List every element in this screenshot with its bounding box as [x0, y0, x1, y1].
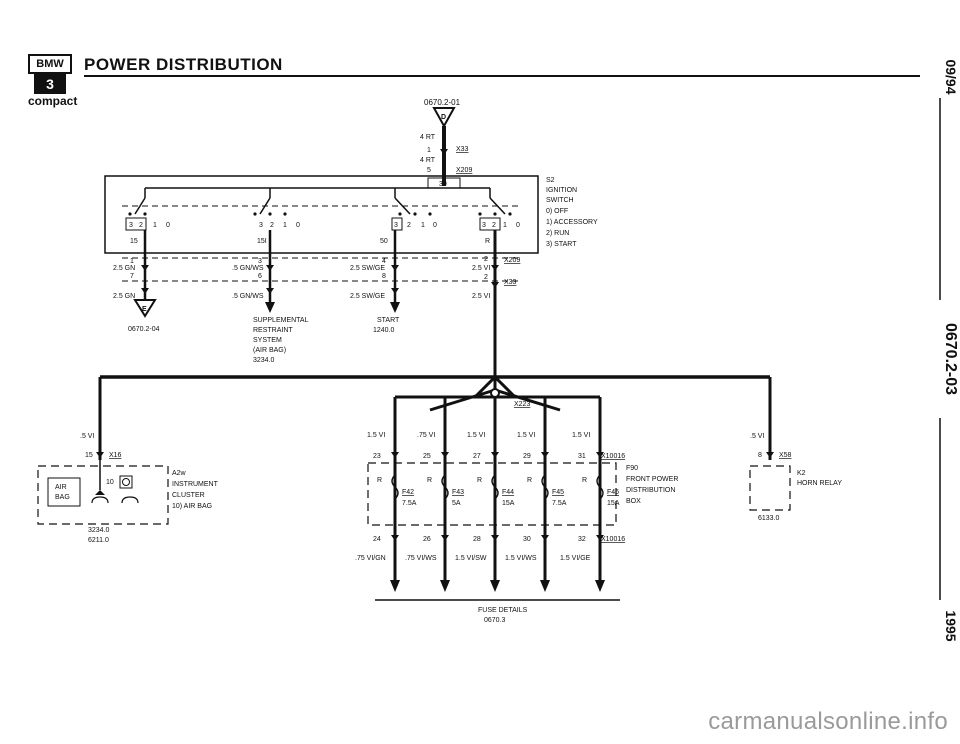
- svg-text:3: 3: [129, 222, 133, 229]
- fuse-r-label-1: R: [377, 477, 383, 484]
- fuse-out-terminal-2: [440, 580, 450, 592]
- splice-leg-3: [430, 390, 495, 410]
- terminal-50-label: 50: [380, 238, 388, 245]
- airbag-inner-pin: 10: [106, 479, 114, 486]
- fuse-rating-5: 15A: [607, 500, 620, 507]
- srs-label: [253, 317, 309, 364]
- fuse-in-pin-4: 29: [523, 453, 531, 460]
- horn-conn: X58: [779, 452, 792, 459]
- top-feed-pin-2: 5: [427, 167, 431, 174]
- fuse-in-pin-5: 31: [578, 453, 586, 460]
- wire-15-gauge-2: 2.5 GN: [113, 293, 136, 300]
- wire-15i-gauge: .5 GN/WS: [232, 265, 264, 272]
- fuse-details-label: FUSE DETAILS: [478, 607, 528, 614]
- wire-r-arrow-2: [491, 282, 499, 288]
- svg-text:3: 3: [394, 222, 398, 229]
- fuse-rating-2: 5A: [452, 500, 461, 507]
- fuse-in-arrow-4: [541, 452, 549, 458]
- model-label: compact: [28, 94, 78, 108]
- fuse-out-pin-2: 26: [423, 536, 431, 543]
- wire-15-pin: 1: [130, 258, 134, 265]
- fuse-out-gauge-2: .75 VI/WS: [405, 555, 437, 562]
- fuse-in-gauge-2: .75 VI: [417, 432, 436, 439]
- wire-50-pin-2: 8: [382, 273, 386, 280]
- wire-50-arrow-2: [391, 288, 399, 294]
- fuse-in-pin-1: 23: [373, 453, 381, 460]
- svg-text:A2w: A2w: [172, 470, 186, 477]
- ign-legend-line-3: SWITCH: [546, 197, 574, 204]
- fuse-out-gauge-4: 1.5 VI/WS: [505, 555, 537, 562]
- fuse-id-3: F44: [502, 489, 515, 496]
- svg-text:DISTRIBUTION: DISTRIBUTION: [626, 487, 676, 494]
- fuse-in-gauge-5: 1.5 VI: [572, 432, 591, 439]
- svg-text:3234.0: 3234.0: [253, 357, 275, 364]
- fuse-in-pin-2: 25: [423, 453, 431, 460]
- airbag-lamp-label-1: AIR: [55, 484, 67, 491]
- wire-15-gauge: 2.5 GN: [113, 265, 136, 272]
- conn-x33-label: X33: [504, 279, 517, 286]
- wire-50-gauge-2: 2.5 SW/GE: [350, 293, 386, 300]
- fuse-out-gauge-1: .75 VI/GN: [355, 555, 386, 562]
- wire-15i-arrow: [266, 265, 274, 271]
- wire-r-gauge-2: 2.5 VI: [472, 293, 491, 300]
- svg-text:INSTRUMENT: INSTRUMENT: [172, 481, 218, 488]
- svg-text:BOX: BOX: [626, 498, 641, 505]
- fuse-out-gauge-3: 1.5 VI/SW: [455, 555, 487, 562]
- ign-legend-line-1: S2: [546, 177, 555, 184]
- fuse-out-arrow-3: [491, 535, 499, 541]
- horn-relay-box: [750, 466, 790, 510]
- svg-text:SYSTEM: SYSTEM: [253, 337, 282, 344]
- wire-15-pin-2: 7: [130, 273, 134, 280]
- wire-15i-pin-2: 6: [258, 273, 262, 280]
- airbag-conn-arrow: [96, 452, 104, 458]
- horn-gauge: .5 VI: [750, 433, 765, 440]
- fuse-out-pin-1: 24: [373, 536, 381, 543]
- top-feed-connector-arrow-1: [440, 149, 448, 155]
- ign-legend-line-7: 3) START: [546, 241, 577, 248]
- wire-15i-pin: 3: [258, 258, 262, 265]
- start-label-1: START: [377, 317, 400, 324]
- logo-bmw-text: BMW: [28, 54, 72, 74]
- ign-legend-line-4: 0) OFF: [546, 208, 569, 215]
- svg-text:1: 1: [153, 222, 157, 229]
- fuse-in-gauge-4: 1.5 VI: [517, 432, 536, 439]
- fuse-in-pin-3: 27: [473, 453, 481, 460]
- instrument-cluster-legend: [172, 470, 219, 510]
- terminal-30-label: 30: [439, 181, 447, 188]
- fuse-rating-3: 15A: [502, 500, 515, 507]
- horn-label-2: HORN RELAY: [797, 480, 842, 487]
- svg-text:0: 0: [166, 222, 170, 229]
- wire-50-gauge: 2.5 SW/GE: [350, 265, 386, 272]
- airbag-lamp-bulb-2: [122, 497, 138, 503]
- wire-r-arrow: [491, 265, 499, 271]
- fuse-out-pin-3: 28: [473, 536, 481, 543]
- airbag-lamp-icon: [120, 476, 132, 488]
- wire-15i-arrow-2: [266, 288, 274, 294]
- top-feed-gauge-1: 4 RT: [420, 134, 436, 141]
- fuse-out-terminal-4: [540, 580, 550, 592]
- ref-left-label: 0670.2-04: [128, 326, 160, 333]
- srs-arrow: [265, 302, 275, 313]
- fuse-id-2: F43: [452, 489, 465, 496]
- top-feed-marker: D: [441, 114, 447, 121]
- svg-text:1: 1: [283, 222, 287, 229]
- fuse-in-arrow-1: [391, 452, 399, 458]
- fuse-out-terminal-3: [490, 580, 500, 592]
- wire-15i-gauge-2: .5 GN/WS: [232, 293, 264, 300]
- horn-ref: 6133.0: [758, 515, 780, 522]
- fuse-in-arrow-3: [491, 452, 499, 458]
- svg-text:3: 3: [259, 222, 263, 229]
- wire-r-gauge: 2.5 VI: [472, 265, 491, 272]
- fuse-id-1: F42: [402, 489, 415, 496]
- ref-left-marker: E: [142, 306, 147, 313]
- svg-text:1: 1: [421, 222, 425, 229]
- airbag-ref-2: 6211.0: [88, 537, 109, 544]
- fuse-out-pin-5: 32: [578, 536, 586, 543]
- fuse-box-legend: [626, 465, 678, 505]
- svg-text:3: 3: [482, 222, 486, 229]
- svg-text:10) AIR BAG: 10) AIR BAG: [172, 503, 213, 510]
- fuse-out-terminal-5: [595, 580, 605, 592]
- top-feed-gauge-2: 4 RT: [420, 157, 436, 164]
- airbag-conn: X16: [109, 452, 122, 459]
- svg-text:0: 0: [516, 222, 520, 229]
- svg-text:RESTRAINT: RESTRAINT: [253, 327, 293, 334]
- svg-text:2: 2: [270, 222, 274, 229]
- fuse-id-5: F46: [607, 489, 620, 496]
- fuse-r-label-4: R: [527, 477, 533, 484]
- ign-legend-line-2: IGNITION: [546, 187, 578, 194]
- fuse-r-label-5: R: [582, 477, 588, 484]
- top-feed-connector-1: X33: [456, 146, 469, 153]
- ign-legend-line-6: 2) RUN: [546, 230, 570, 237]
- wire-50-pin: 4: [382, 258, 386, 265]
- svg-text:FRONT POWER: FRONT POWER: [626, 476, 679, 483]
- start-arrow: [390, 302, 400, 313]
- svg-text:0: 0: [296, 222, 300, 229]
- fuse-r-label-2: R: [427, 477, 433, 484]
- airbag-lamp-box: [48, 478, 80, 506]
- airbag-gauge: .5 VI: [80, 433, 95, 440]
- fuse-out-arrow-1: [391, 535, 399, 541]
- top-feed-connector-2: X209: [456, 167, 473, 174]
- svg-text:2: 2: [492, 222, 496, 229]
- airbag-lamp-bulb-1: [92, 497, 108, 503]
- fuse-out-gauge-5: 1.5 VI/GE: [560, 555, 591, 562]
- wire-r-pin-2: 2: [484, 274, 488, 281]
- conn-x209-label: X209: [504, 257, 521, 264]
- horn-pin: 8: [758, 452, 762, 459]
- fuse-rating-1: 7.5A: [402, 500, 417, 507]
- airbag-ref-1: 3234.0: [88, 527, 110, 534]
- wire-15-arrow: [141, 265, 149, 271]
- horn-label-1: K2: [797, 470, 806, 477]
- splice-x223-node: [491, 389, 499, 397]
- start-label-2: 1240.0: [373, 327, 395, 334]
- svg-text:CLUSTER: CLUSTER: [172, 492, 205, 499]
- fuse-details-ref: 0670.3: [484, 617, 506, 624]
- fuse-out-arrow-2: [441, 535, 449, 541]
- svg-text:2: 2: [407, 222, 411, 229]
- svg-text:SUPPLEMENTAL: SUPPLEMENTAL: [253, 317, 309, 324]
- fuse-rating-4: 7.5A: [552, 500, 567, 507]
- terminal-15-label: 15: [130, 238, 138, 245]
- fuse-out-arrow-4: [541, 535, 549, 541]
- fuse-r-label-3: R: [477, 477, 483, 484]
- ignition-switch-legend: [546, 177, 598, 248]
- svg-text:0: 0: [433, 222, 437, 229]
- wire-50-arrow: [391, 265, 399, 271]
- svg-text:F90: F90: [626, 465, 639, 472]
- top-feed-pin-1: 1: [427, 147, 431, 154]
- svg-text:2: 2: [139, 222, 143, 229]
- svg-text:(AIR BAG): (AIR BAG): [253, 347, 287, 354]
- horn-conn-arrow: [766, 452, 774, 458]
- splice-x223-label: X223: [514, 401, 531, 408]
- fuse-in-arrow-2: [441, 452, 449, 458]
- airbag-lamp-label-2: BAG: [55, 494, 70, 501]
- fuse-box-conn-top: X10016: [601, 453, 626, 460]
- ign-legend-line-5: 1) ACCESSORY: [546, 219, 598, 226]
- wire-15-arrow-2: [141, 288, 149, 294]
- terminal-r-label: R: [485, 238, 491, 245]
- switch-positions: [126, 218, 520, 230]
- fuse-columns: [355, 397, 620, 592]
- airbag-pin: 15: [85, 452, 93, 459]
- watermark: carmanualsonline.info: [708, 708, 948, 735]
- fuse-in-gauge-3: 1.5 VI: [467, 432, 486, 439]
- top-feed-ref: 0670.2-01: [424, 98, 461, 107]
- fuse-id-4: F45: [552, 489, 565, 496]
- logo-series-number: 3: [34, 74, 66, 94]
- margin-year: 1995: [943, 610, 959, 642]
- terminal-15i-label: 15I: [257, 238, 267, 245]
- switch-contacts: [128, 198, 511, 216]
- svg-text:1: 1: [503, 222, 507, 229]
- fuse-box-conn-bottom: X10016: [601, 536, 626, 543]
- fuse-out-pin-4: 30: [523, 536, 531, 543]
- fuse-in-gauge-1: 1.5 VI: [367, 432, 386, 439]
- fuse-out-terminal-1: [390, 580, 400, 592]
- margin-page-ref: 0670.2-03: [942, 322, 959, 396]
- wire-r-pin: 2: [484, 256, 488, 263]
- page-title: POWER DISTRIBUTION: [84, 55, 283, 74]
- margin-date: 09/94: [943, 59, 959, 95]
